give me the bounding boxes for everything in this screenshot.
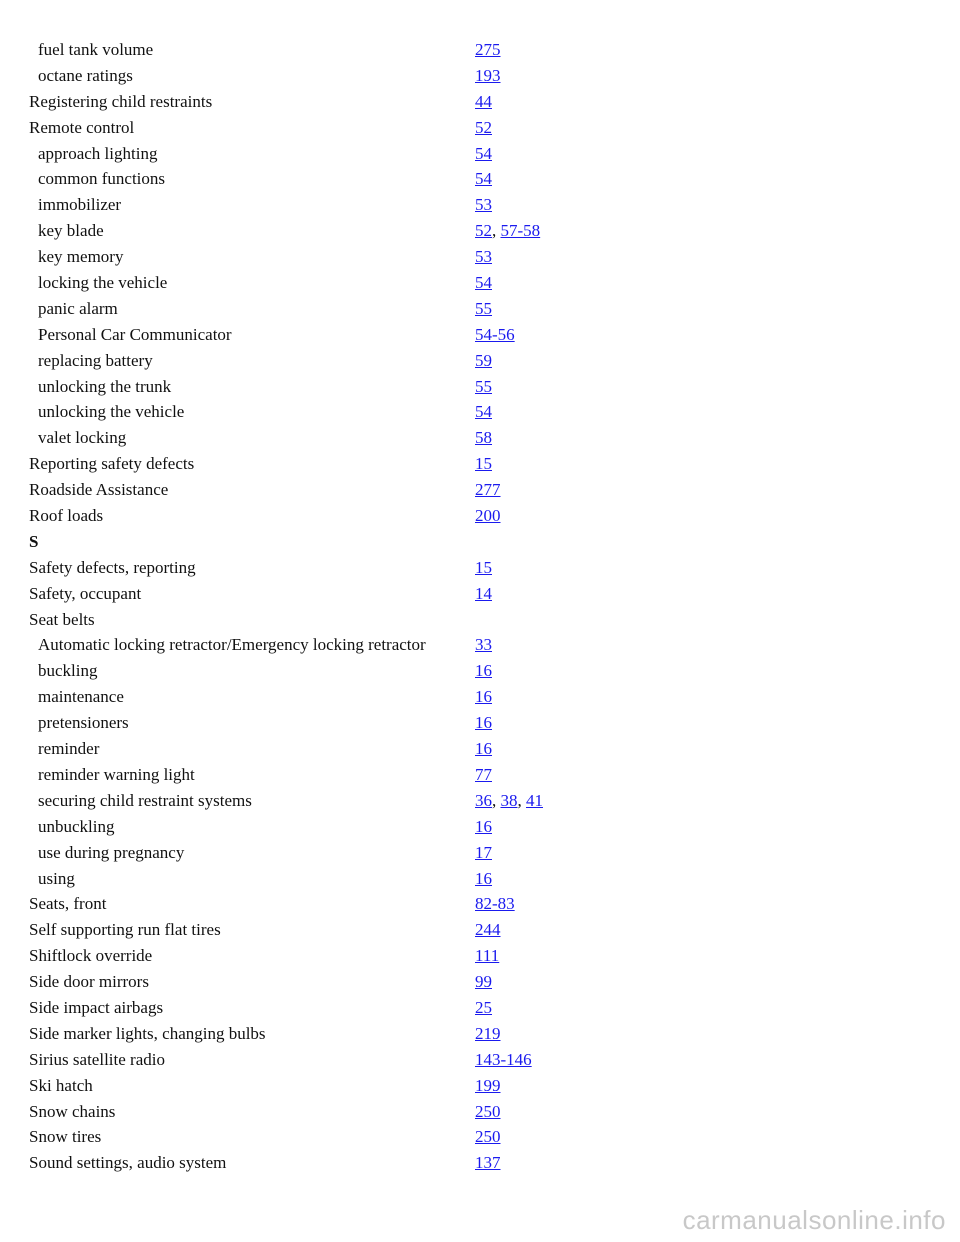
section-letter: S xyxy=(29,531,39,551)
page-references xyxy=(475,221,540,241)
index-entry xyxy=(29,944,929,970)
page-link[interactable]: 200 xyxy=(475,506,501,526)
index-entry xyxy=(29,219,929,245)
page-references xyxy=(475,377,492,397)
index-term: Safety, occupant xyxy=(29,583,142,603)
page-references xyxy=(475,169,492,189)
page-references xyxy=(475,92,492,112)
page-references xyxy=(475,428,492,448)
index-term: reminder xyxy=(38,739,100,759)
page-references xyxy=(475,739,492,759)
page-references xyxy=(475,1050,532,1070)
page-references xyxy=(475,869,492,889)
index-term: Side marker lights, changing bulbs xyxy=(29,1023,266,1043)
page-link[interactable]: 44 xyxy=(475,91,492,111)
index-term: Snow tires xyxy=(29,1127,102,1147)
page-link[interactable]: 16 xyxy=(475,816,492,836)
index-term: Side door mirrors xyxy=(29,972,149,992)
index-term: pretensioners xyxy=(38,713,129,733)
page-references xyxy=(475,454,492,474)
page-references xyxy=(475,635,492,655)
index-term: Reporting safety defects xyxy=(29,454,195,474)
index-entry xyxy=(29,582,929,608)
index-entry xyxy=(29,608,929,634)
index-entry xyxy=(29,90,929,116)
index-term: Sound settings, audio system xyxy=(29,1153,227,1173)
page-link[interactable]: 52 xyxy=(475,117,492,137)
index-entry xyxy=(29,504,929,530)
page-link[interactable]: 277 xyxy=(475,480,501,500)
page-references xyxy=(475,791,543,811)
page-link[interactable]: 244 xyxy=(475,920,501,940)
page-link[interactable]: 15 xyxy=(475,557,492,577)
index-entry xyxy=(29,1074,929,1100)
page-link[interactable]: 143-146 xyxy=(475,1049,532,1069)
index-term: Roadside Assistance xyxy=(29,480,169,500)
page-references xyxy=(475,351,492,371)
page-link[interactable]: 250 xyxy=(475,1101,501,1121)
index-term: reminder warning light xyxy=(38,764,195,784)
index-term: valet locking xyxy=(38,428,127,448)
index-term: common functions xyxy=(38,169,166,189)
page-link[interactable]: 57-58 xyxy=(500,221,541,241)
page-references xyxy=(475,402,492,422)
page-references xyxy=(475,1153,501,1173)
page-separator: , xyxy=(517,790,526,810)
index-term: Personal Car Communicator xyxy=(38,324,232,344)
index-term: panic alarm xyxy=(38,298,118,318)
page-link[interactable]: 54 xyxy=(475,273,492,293)
page-link[interactable]: 14 xyxy=(475,583,492,603)
page-link[interactable]: 137 xyxy=(475,1153,501,1173)
index-term: Registering child restraints xyxy=(29,91,213,111)
index-entry xyxy=(29,64,929,90)
index-term: octane ratings xyxy=(38,65,133,85)
page-link[interactable]: 59 xyxy=(475,350,492,370)
index-entry xyxy=(29,763,929,789)
page-link[interactable]: 16 xyxy=(475,868,492,888)
index-entry xyxy=(29,1048,929,1074)
page-references xyxy=(475,687,492,707)
watermark: carmanualsonline.info xyxy=(682,1205,946,1235)
page-link[interactable]: 36 xyxy=(475,790,492,810)
index-entry xyxy=(29,996,929,1022)
index-entry xyxy=(29,711,929,737)
page-references xyxy=(475,1127,501,1147)
page-references xyxy=(475,299,492,319)
index-term: Seats, front xyxy=(29,894,107,914)
page-references xyxy=(475,325,515,345)
page-references xyxy=(475,972,492,992)
index-entry xyxy=(29,478,929,504)
page-link[interactable]: 54-56 xyxy=(475,324,515,344)
index-term: Automatic locking retractor/Emergency locking retractor xyxy=(38,635,426,655)
index-term: key memory xyxy=(38,247,124,267)
index-term: replacing battery xyxy=(38,350,153,370)
index-entry xyxy=(29,918,929,944)
index-entry xyxy=(29,167,929,193)
index-term: fuel tank volume xyxy=(38,40,154,59)
page-link[interactable]: 16 xyxy=(475,739,492,759)
page-references xyxy=(475,118,492,138)
index-entry xyxy=(29,323,929,349)
page-link[interactable]: 54 xyxy=(475,143,492,163)
page-link[interactable]: 15 xyxy=(475,454,492,474)
page-references xyxy=(475,920,501,940)
index-entry xyxy=(29,815,929,841)
index-term: key blade xyxy=(38,221,104,241)
index-term: Roof loads xyxy=(29,506,104,526)
page-references xyxy=(475,843,492,863)
page-references xyxy=(475,713,492,733)
index-term: Ski hatch xyxy=(29,1075,93,1095)
page-references xyxy=(475,558,492,578)
page-link[interactable]: 55 xyxy=(475,298,492,318)
index-entry xyxy=(29,426,929,452)
section-letter-row xyxy=(29,530,929,556)
page-references xyxy=(475,894,515,914)
index-entry xyxy=(29,297,929,323)
index-entry xyxy=(29,892,929,918)
page-references xyxy=(475,144,492,164)
index-entry xyxy=(29,1022,929,1048)
index-term: Side impact airbags xyxy=(29,997,164,1017)
page-references xyxy=(475,661,492,681)
index-term: immobilizer xyxy=(38,195,122,215)
page-link[interactable]: 25 xyxy=(475,997,492,1017)
page-references xyxy=(475,1076,501,1096)
page-references xyxy=(475,1024,501,1044)
index-term: securing child restraint systems xyxy=(38,790,252,810)
index-list xyxy=(29,38,929,1177)
page-link[interactable]: 54 xyxy=(475,169,492,189)
index-term: locking the vehicle xyxy=(38,273,168,293)
page-references xyxy=(475,506,501,526)
page-link[interactable]: 16 xyxy=(475,661,492,681)
page-link[interactable]: 55 xyxy=(475,376,492,396)
index-entry xyxy=(29,193,929,219)
index-entry xyxy=(29,116,929,142)
page-link[interactable]: 53 xyxy=(475,195,492,215)
index-term: Self supporting run flat tires xyxy=(29,920,221,940)
page-references xyxy=(475,998,492,1018)
page-link[interactable]: 111 xyxy=(475,946,500,966)
page-references xyxy=(475,584,492,604)
index-term: Safety defects, reporting xyxy=(29,557,196,577)
index-term: approach lighting xyxy=(38,143,158,163)
page-references xyxy=(475,765,492,785)
page-link[interactable]: 77 xyxy=(475,764,492,784)
index-entry xyxy=(29,789,929,815)
index-entry xyxy=(29,685,929,711)
page-link[interactable]: 53 xyxy=(475,247,492,267)
page-link[interactable]: 54 xyxy=(475,402,492,422)
index-term: unbuckling xyxy=(38,816,115,836)
page-separator: , xyxy=(492,790,501,810)
page-link[interactable]: 99 xyxy=(475,972,492,992)
index-term: Sirius satellite radio xyxy=(29,1049,165,1069)
page-references xyxy=(475,247,492,267)
index-term: unlocking the trunk xyxy=(38,376,172,396)
index-entry xyxy=(29,867,929,893)
page-link[interactable]: 41 xyxy=(526,790,543,810)
index-entry xyxy=(29,970,929,996)
page-references xyxy=(475,40,501,60)
index-entry xyxy=(29,375,929,401)
index-entry xyxy=(29,271,929,297)
index-entry xyxy=(29,737,929,763)
page-link[interactable]: 250 xyxy=(475,1127,501,1147)
index-entry xyxy=(29,142,929,168)
index-entry xyxy=(29,38,929,64)
index-term: using xyxy=(38,868,75,888)
index-entry xyxy=(29,1125,929,1151)
index-entry xyxy=(29,245,929,271)
index-entry xyxy=(29,452,929,478)
index-entry xyxy=(29,1100,929,1126)
index-term: maintenance xyxy=(38,687,124,707)
page-link[interactable]: 38 xyxy=(500,790,518,810)
page-references xyxy=(475,817,492,837)
index-term: Seat belts xyxy=(29,609,95,629)
page-references xyxy=(475,273,492,293)
page-references xyxy=(475,480,501,500)
index-entry xyxy=(29,556,929,582)
index-entry xyxy=(29,1151,929,1177)
page-separator: , xyxy=(492,221,501,241)
page-link[interactable]: 16 xyxy=(475,687,492,707)
page-references xyxy=(475,195,492,215)
page-link[interactable]: 193 xyxy=(475,65,501,85)
page-link[interactable]: 199 xyxy=(475,1075,501,1095)
page-link[interactable]: 58 xyxy=(475,428,492,448)
page-link[interactable]: 82-83 xyxy=(475,894,515,914)
index-term: use during pregnancy xyxy=(38,842,185,862)
page-references xyxy=(475,946,499,966)
page-references xyxy=(475,1102,501,1122)
page-link[interactable]: 17 xyxy=(475,842,492,862)
index-term: unlocking the vehicle xyxy=(38,402,185,422)
page-link[interactable]: 16 xyxy=(475,713,492,733)
index-term: Remote control xyxy=(29,117,135,137)
page-references xyxy=(475,66,501,86)
index-entry xyxy=(29,841,929,867)
index-entry xyxy=(29,659,929,685)
index-entry xyxy=(29,633,929,659)
page-link[interactable]: 219 xyxy=(475,1023,501,1043)
index-term: Snow chains xyxy=(29,1101,116,1121)
page-link[interactable]: 275 xyxy=(475,40,501,59)
page-link[interactable]: 33 xyxy=(475,635,492,655)
index-term: buckling xyxy=(38,661,98,681)
index-term: Shiftlock override xyxy=(29,946,153,966)
index-entry xyxy=(29,349,929,375)
page-link[interactable]: 52 xyxy=(475,221,492,241)
index-entry xyxy=(29,400,929,426)
